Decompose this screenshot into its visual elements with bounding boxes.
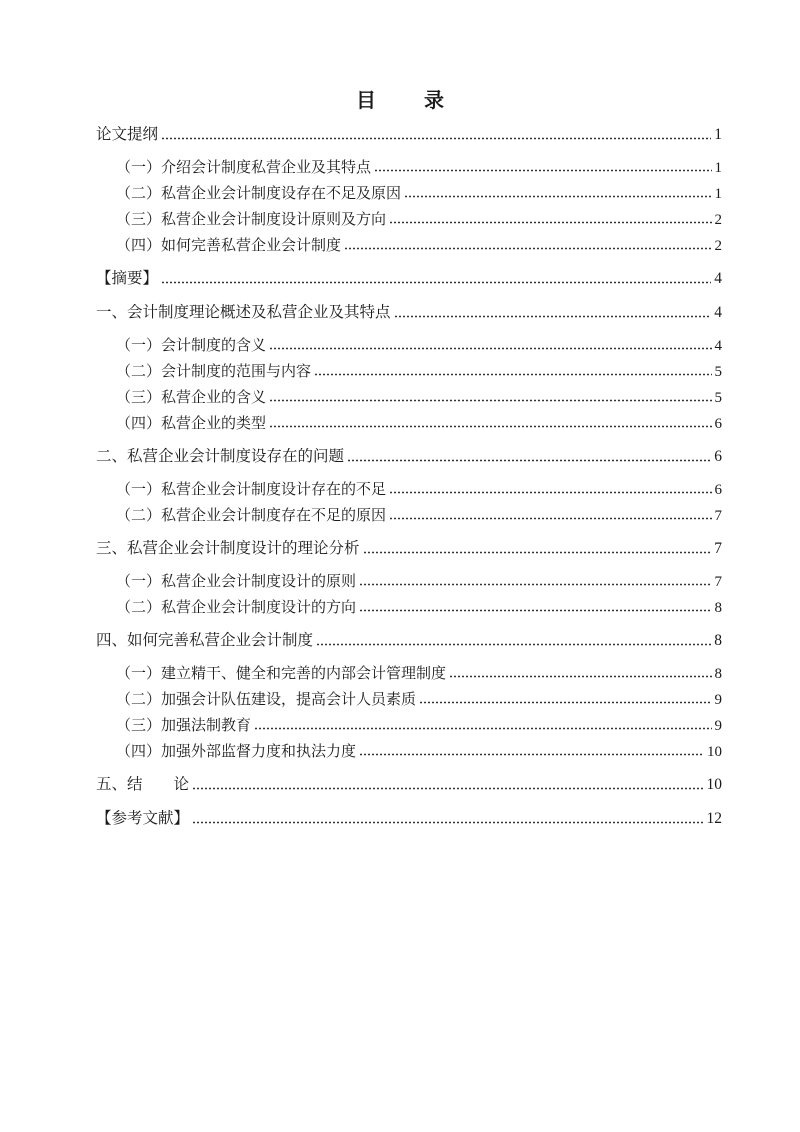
toc-entry-label: 论文提纲: [96, 125, 159, 143]
toc-page-number: 9: [714, 718, 722, 734]
toc-entry-level2[interactable]: [96, 712, 722, 738]
toc-entry-label: （一）私营企业会计制度设计存在的不足: [116, 480, 387, 498]
toc-leader-dots: [389, 517, 711, 520]
toc-entry-level2[interactable]: [96, 660, 722, 686]
toc-entry-level2[interactable]: [96, 232, 722, 258]
toc-page-number: 10: [706, 776, 722, 793]
toc-entry-level2[interactable]: [96, 738, 722, 764]
toc-entry-level1[interactable]: [96, 442, 722, 470]
toc-page-number: 8: [714, 666, 722, 682]
toc-entry-level2[interactable]: [96, 180, 722, 206]
toc-entry-label: 【参考文献】: [96, 809, 190, 827]
toc-leader-dots: [374, 169, 711, 172]
toc-entry-label: （四）私营企业的类型: [116, 414, 267, 432]
toc-leader-dots: [394, 315, 712, 318]
toc-leader-dots: [344, 247, 711, 250]
toc-entry-label: （二）私营企业会计制度设存在不足及原因: [116, 184, 402, 202]
toc-leader-dots: [449, 675, 711, 678]
toc-entry-level1[interactable]: [96, 534, 722, 562]
toc-page-number: 5: [714, 364, 722, 380]
toc-leader-dots: [269, 425, 711, 428]
toc-entry-level2[interactable]: [96, 410, 722, 436]
toc-leader-dots: [316, 643, 711, 646]
toc-leader-dots: [347, 459, 711, 462]
toc-entry-label: 五、结 论: [96, 775, 190, 793]
toc-entry-label: 三、私营企业会计制度设计的理论分析: [96, 539, 360, 557]
toc-leader-dots: [389, 221, 711, 224]
toc-entry-level1[interactable]: [96, 120, 722, 148]
toc-entry-level2[interactable]: [96, 332, 722, 358]
toc-leader-dots: [389, 491, 711, 494]
toc-page-number: 1: [714, 126, 722, 143]
toc-leader-dots: [192, 787, 703, 790]
toc-entry-label: （三）加强法制教育: [116, 716, 252, 734]
toc-entry-label: （一）建立精干、健全和完善的内部会计管理制度: [116, 664, 447, 682]
toc-page-number: 4: [714, 304, 722, 321]
toc-leader-dots: [192, 821, 703, 824]
toc-entry-level2[interactable]: [96, 502, 722, 528]
toc-page-number: 8: [714, 600, 722, 616]
toc-leader-dots: [419, 701, 711, 704]
toc-entry-level2[interactable]: [96, 686, 722, 712]
toc-page-number: 5: [714, 390, 722, 406]
toc-entry-level1[interactable]: [96, 804, 722, 832]
toc-page-number: 9: [714, 692, 722, 708]
toc-leader-dots: [359, 609, 711, 612]
toc-leader-dots: [314, 373, 711, 376]
toc-leader-dots: [359, 583, 711, 586]
toc-entry-label: （四）如何完善私营企业会计制度: [116, 236, 342, 254]
toc-entry-label: （二）加强会计队伍建设，提高会计人员素质: [116, 690, 417, 708]
toc-entry-label: （一）介绍会计制度私营企业及其特点: [116, 158, 372, 176]
toc-page-number: 12: [706, 810, 722, 827]
toc-page-number: 7: [714, 508, 722, 524]
toc-leader-dots: [359, 753, 704, 756]
toc-page-number: 1: [714, 160, 722, 176]
toc-entry-level2[interactable]: [96, 206, 722, 232]
toc-leader-dots: [254, 727, 711, 730]
toc-leader-dots: [161, 281, 711, 284]
toc-entry-label: （三）私营企业会计制度设计原则及方向: [116, 210, 387, 228]
toc-page-number: 7: [714, 574, 722, 590]
toc-page-number: 6: [714, 482, 722, 498]
toc-entry-label: （四）加强外部监督力度和执法力度: [116, 742, 357, 760]
toc-page-number: 10: [707, 744, 722, 760]
toc-leader-dots: [161, 137, 711, 140]
toc-entry-label: （二）私营企业会计制度设计的方向: [116, 598, 357, 616]
toc-entry-level1[interactable]: [96, 770, 722, 798]
toc-entry-level2[interactable]: [96, 384, 722, 410]
toc-entry-label: （三）私营企业的含义: [116, 388, 267, 406]
toc-entry-level2[interactable]: [96, 476, 722, 502]
toc-page-number: 6: [714, 448, 722, 465]
toc-page-number: 4: [714, 338, 722, 354]
toc-page-number: 8: [714, 632, 722, 649]
toc-page-number: 6: [714, 416, 722, 432]
toc-leader-dots: [404, 195, 711, 198]
toc-page-number: 1: [714, 186, 722, 202]
toc-entry-level1[interactable]: [96, 264, 722, 292]
toc-page-number: 2: [714, 238, 722, 254]
toc-entry-level1[interactable]: [96, 298, 722, 326]
toc-page-number: 2: [714, 212, 722, 228]
toc-page-number: 7: [714, 540, 722, 557]
toc-entry-label: 二、私营企业会计制度设存在的问题: [96, 447, 345, 465]
toc-entry-label: 四、如何完善私营企业会计制度: [96, 631, 314, 649]
toc-leader-dots: [269, 347, 711, 350]
toc-page-number: 4: [714, 270, 722, 287]
toc-entry-label: （一）会计制度的含义: [116, 336, 267, 354]
toc-entry-label: 【摘要】: [96, 269, 159, 287]
toc-entry-label: （二）私营企业会计制度存在不足的原因: [116, 506, 387, 524]
toc-entry-level2[interactable]: [96, 568, 722, 594]
toc-entry-level2[interactable]: [96, 154, 722, 180]
table-of-contents: [96, 120, 722, 832]
page-title: 目 录: [356, 88, 458, 112]
toc-leader-dots: [269, 399, 711, 402]
toc-entry-level2[interactable]: [96, 358, 722, 384]
toc-entry-label: （一）私营企业会计制度设计的原则: [116, 572, 357, 590]
toc-entry-label: 一、会计制度理论概述及私营企业及其特点: [96, 303, 391, 321]
toc-entry-label: （二）会计制度的范围与内容: [116, 362, 312, 380]
toc-entry-level2[interactable]: [96, 594, 722, 620]
toc-leader-dots: [363, 551, 712, 554]
toc-entry-level1[interactable]: [96, 626, 722, 654]
